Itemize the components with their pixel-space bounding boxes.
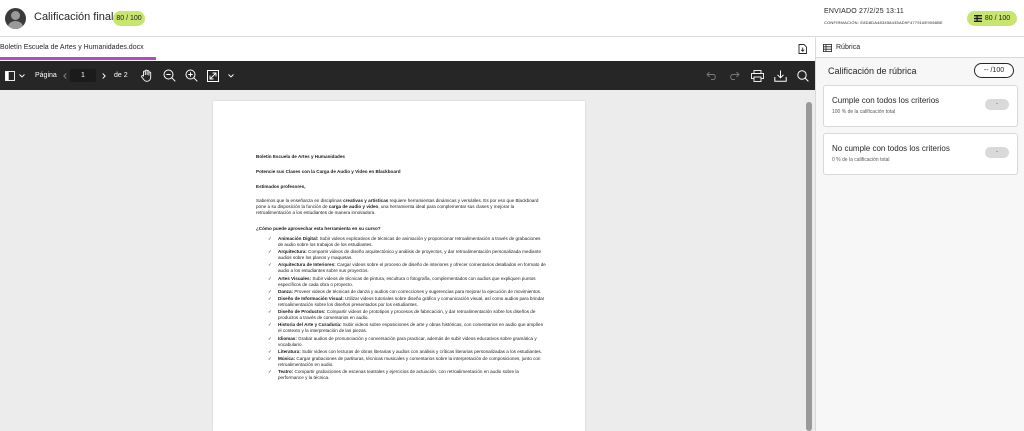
chevron-left-icon (63, 73, 67, 79)
viewer-toolbar (0, 61, 815, 90)
document-subtitle: Potencie sus Clases con la Carga de Audio y Video en Blackboard (256, 169, 401, 174)
document-tab-bar (0, 37, 815, 61)
criterion-subtitle: 0 % de la calificación total (832, 157, 890, 163)
criterion-card[interactable] (823, 133, 1018, 175)
final-grade-button[interactable] (967, 11, 1017, 26)
discipline-list (268, 236, 546, 381)
criterion-card[interactable] (823, 85, 1018, 127)
intro-text: Sabemos que la enseñanza en disciplinas (256, 198, 344, 203)
document-question: ¿Cómo puede aprovechar esta herramienta en su curso? (256, 226, 381, 231)
rubric-score-label: Calificación de rúbrica (828, 66, 917, 76)
scrollbar-thumb[interactable] (806, 102, 812, 431)
page-label: Página (35, 72, 57, 79)
list-item: ✓ Historia del Arte y Curaduría: Subir videos sobre exposiciones de arte y obras históricas, con comentarios en audio que amplíen el contexto y la interpretación de las piezas. (268, 322, 546, 334)
total-pages: de 2 (114, 72, 128, 79)
intro-text: requiere herramientas dinámicas y versátiles. Es por eso que Blackboard pone a su disposición la función de (256, 198, 539, 209)
download-doc-icon[interactable] (798, 44, 807, 54)
active-tab-indicator (0, 57, 156, 60)
document-intro (256, 198, 546, 216)
zoom-dropdown[interactable] (228, 61, 234, 90)
search-icon (797, 70, 809, 82)
document-page (213, 101, 585, 431)
sidebar-toggle-icon (5, 71, 15, 81)
rubric-tab[interactable] (816, 37, 1024, 58)
fit-page-button[interactable] (207, 61, 219, 90)
list-item: ✓ Teatro: Compartir grabaciones de escenas teatrales y ejercicios de actuación, con retroalimentación en audio sobre la performance y la técnica. (268, 369, 546, 381)
list-item: ✓ Danza: Proveer videos de técnicas de danza y audios con correcciones y sugerencias para mejorar la ejecución de movimientos. (268, 289, 546, 295)
intro-text: , una herramienta ideal para complementar sus clases y mejorar la retroalimentación a los estudiantes de manera innovadora. (256, 204, 515, 215)
list-item: ✓ Arquitectura de Interiores: Cargar videos sobre el proceso de diseño de interiores y ofrecer comentarios detallados en formato de audio a los estudiantes sobre sus proyectos. (268, 262, 546, 274)
previous-page-button[interactable] (63, 61, 67, 90)
redo-button[interactable] (728, 61, 740, 90)
criterion-title: Cumple con todos los criterios (832, 96, 940, 105)
list-item: ✓ Artes Visuales: Subir videos de técnicas de pintura, escultura o fotografía, complementados con audios que expliquen puntos específicos de cada obra o proyecto. (268, 276, 546, 288)
page-title: Calificación final (34, 11, 114, 23)
zoom-in-button[interactable] (185, 61, 198, 90)
list-item: ✓ Animación Digital: Subir videos explicativos de técnicas de animación y proporcionar retroalimentación a través de grabaciones de audio sobre los trabajos de los estudiantes. (268, 236, 546, 248)
confirmation-code: CONFIRMACIÓN: E8D8DA483458435AD9F477916E9058BE (824, 20, 943, 25)
rubric-score-input[interactable]: -- /100 (974, 63, 1014, 78)
avatar[interactable] (5, 8, 26, 29)
list-item: ✓ Música: Cargar grabaciones de partituras, técnicas musicales y comentarios sobre la interpretación de composiciones, junto con retroalimentación en audio. (268, 356, 546, 368)
search-button[interactable] (797, 61, 809, 90)
document-greeting: Estimados profesores, (256, 184, 306, 189)
zoom-in-icon (185, 69, 198, 82)
download-button[interactable] (774, 61, 787, 90)
list-item: ✓ Diseño de Información Visual: Utilizar videos tutoriales sobre diseño gráfico y comunicación visual, así como audios para brindar retroalimentación sobre los diseños presentados por los estudiantes. (268, 296, 546, 308)
grading-header (0, 0, 1024, 37)
list-item: ✓ Idiomas: Grabar audios de pronunciación y conversación para practicar, además de subir videos educativos sobre gramática y vocabulario. (268, 336, 546, 348)
intro-bold: carga de audio y video (328, 204, 379, 209)
intro-bold: creativas y artísticas (343, 198, 389, 203)
rubric-icon (823, 44, 832, 52)
list-item: ✓ Literatura: Subir videos con lecturas de obras literarias y audios con análisis y críticas literarias personalizadas a los estudiantes. (268, 349, 546, 355)
criterion-title: No cumple con todos los criterios (832, 144, 950, 153)
rubric-tab-label: Rúbrica (836, 44, 861, 51)
grid-icon (974, 15, 982, 22)
next-page-button[interactable] (102, 61, 106, 90)
zoom-out-button[interactable] (163, 61, 176, 90)
grade-badge: 80 / 100 (113, 11, 145, 26)
list-item: ✓ Diseño de Productos: Compartir videos de prototipos y procesos de fabricación, y dar retroalimentación sobre los diseños de productos a través de comentarios en audio. (268, 309, 546, 321)
list-item: ✓ Arquitectura: Compartir videos de diseño arquitectónico y análisis de proyectos, y dar retroalimentación personalizada mediante audios sobre los planos y maquetas. (268, 249, 546, 261)
final-grade-value: 80 / 100 (984, 15, 1011, 22)
avatar-body (8, 21, 23, 29)
criterion-score-button[interactable]: - (985, 99, 1009, 110)
criterion-subtitle: 100 % de la calificación total (832, 109, 896, 115)
document-title: Boletín Escuela de Artes y Humanidades (256, 154, 345, 159)
sidebar-dropdown[interactable] (19, 61, 25, 90)
print-button[interactable] (751, 61, 764, 90)
hand-icon (140, 69, 153, 82)
download-icon (774, 70, 787, 82)
sidebar-toggle-button[interactable] (5, 61, 15, 90)
undo-button[interactable] (706, 61, 718, 90)
redo-icon (728, 71, 740, 80)
zoom-out-icon (163, 69, 176, 82)
page-number-input[interactable]: 1 (70, 69, 96, 82)
chevron-down-icon (19, 74, 25, 78)
print-icon (751, 70, 764, 82)
pan-tool-button[interactable] (140, 61, 153, 90)
submitted-timestamp: ENVIADO 27/2/25 13:11 (824, 8, 904, 15)
document-content (256, 154, 546, 382)
rubric-panel (815, 37, 1024, 431)
fit-icon (207, 70, 219, 82)
chevron-down-icon (228, 74, 234, 78)
document-viewer[interactable] (0, 90, 815, 431)
undo-icon (706, 71, 718, 80)
chevron-right-icon (102, 73, 106, 79)
criterion-score-button[interactable]: - (985, 147, 1009, 158)
document-tab[interactable]: Boletín Escuela de Artes y Humanidades.docx (0, 44, 144, 51)
avatar-head (11, 11, 20, 20)
